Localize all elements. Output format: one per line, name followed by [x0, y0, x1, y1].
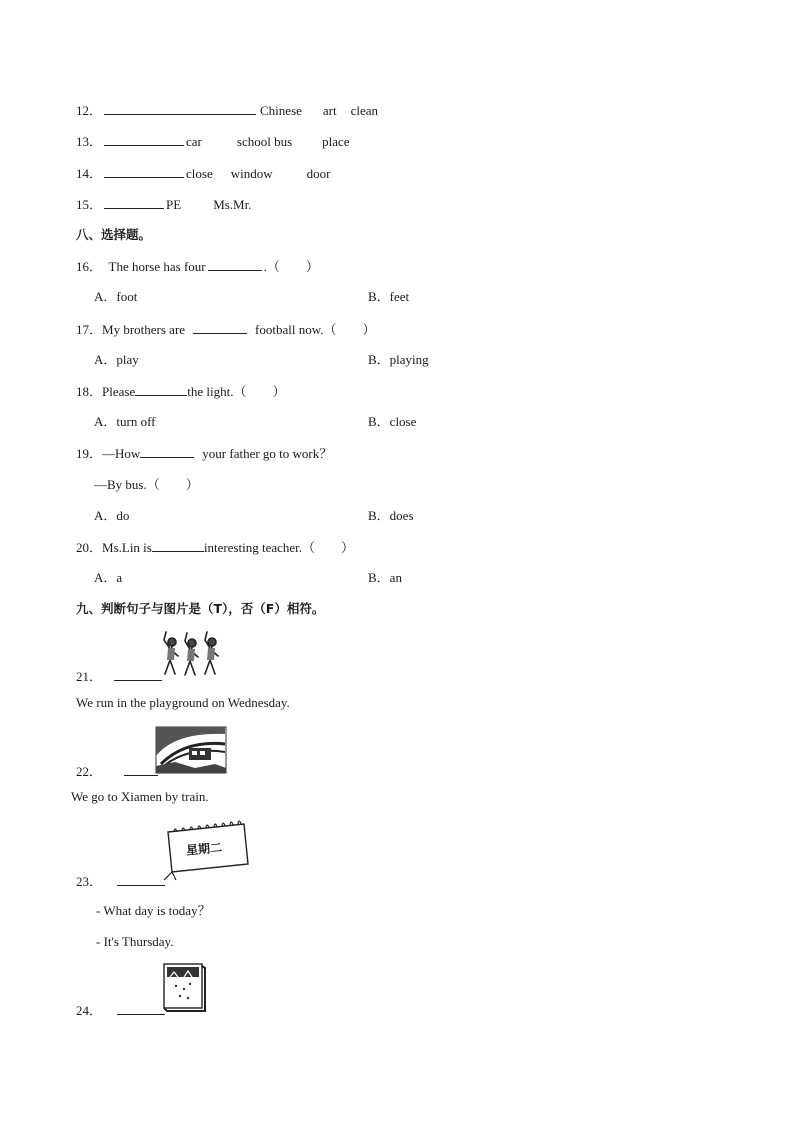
fill-item-13 — [76, 132, 350, 151]
item-number: 23． — [76, 874, 103, 889]
answer-blank[interactable] — [124, 762, 158, 776]
answer-blank[interactable] — [135, 382, 187, 396]
tf-sentence-21: We run in the playground on Wednesday. — [76, 695, 290, 710]
question-text: football now.（ ） — [255, 322, 376, 337]
option-b[interactable]: B．playing — [368, 352, 429, 367]
item-number: 15． — [76, 197, 103, 212]
answer-blank[interactable] — [193, 320, 247, 334]
fill-item-15 — [76, 195, 251, 214]
dialogue-line-2: - It's Thursday. — [96, 934, 174, 949]
option-b[interactable]: B．close — [368, 414, 417, 429]
answer-blank[interactable] — [208, 257, 262, 271]
word-option: school bus — [236, 134, 293, 149]
option-a[interactable]: A．do — [94, 508, 130, 523]
tf-sentence-22: We go to Xiamen by train. — [71, 789, 209, 804]
option-b[interactable]: B．an — [368, 570, 402, 585]
option-b[interactable]: B．feet — [368, 289, 410, 304]
word-option: window — [230, 166, 273, 181]
answer-blank[interactable] — [152, 538, 204, 552]
train-image — [155, 726, 227, 774]
word-option: clean — [350, 103, 379, 118]
question-text: interesting teacher.（ ） — [203, 540, 355, 555]
item-number: 13． — [76, 134, 103, 149]
question-text: —How — [102, 446, 141, 461]
word-option: art — [322, 103, 337, 118]
option-a[interactable]: A．play — [94, 352, 139, 367]
tf-item-22 — [76, 762, 160, 781]
word-option: Chinese — [260, 103, 302, 118]
answer-blank[interactable] — [104, 164, 184, 178]
answer-blank[interactable] — [117, 1001, 165, 1015]
answer-blank[interactable] — [140, 444, 194, 458]
question-text: the light.（ ） — [187, 384, 286, 399]
question-text: your father go to work？ — [202, 446, 333, 461]
word-option: car — [186, 134, 202, 149]
question-text: Ms.Lin is — [102, 540, 152, 555]
item-number: 24． — [76, 1003, 103, 1018]
dialogue-line-1: - What day is today？ — [96, 903, 211, 918]
word-option: place — [322, 134, 350, 149]
question-18 — [76, 382, 285, 401]
answer-blank[interactable] — [104, 195, 164, 209]
item-number: 18． — [76, 384, 103, 399]
question-17 — [76, 320, 376, 339]
question-19 — [76, 444, 332, 463]
answer-blank[interactable] — [104, 101, 256, 115]
question-19-line2: —By bus.（ ） — [94, 477, 199, 492]
item-number: 19． — [76, 446, 103, 461]
item-number: 17． — [76, 322, 103, 337]
section-heading-8: 八、选择题。 — [76, 227, 152, 242]
item-number: 21． — [76, 669, 103, 684]
fill-item-12 — [76, 101, 378, 120]
answer-blank[interactable] — [117, 872, 165, 886]
tf-item-23 — [76, 872, 167, 891]
item-number: 14． — [76, 166, 103, 181]
tf-item-21 — [76, 667, 164, 686]
word-option: PE — [166, 197, 182, 212]
calendar-day-text: 星期二 — [185, 840, 223, 858]
question-text: The horse has four — [108, 259, 206, 274]
fill-item-14 — [76, 164, 330, 183]
section-heading-9: 九、判断句子与图片是（T），否（F）相符。 — [76, 601, 325, 616]
picture-card-image — [162, 962, 206, 1012]
word-option: Ms.Mr. — [213, 197, 252, 212]
question-text: .（ ） — [263, 259, 319, 274]
option-b[interactable]: B．does — [368, 508, 414, 523]
tf-item-24 — [76, 1001, 167, 1020]
question-20 — [76, 538, 354, 557]
option-a[interactable]: A．turn off — [94, 414, 156, 429]
calendar-image — [160, 820, 250, 882]
word-option: close — [186, 166, 213, 181]
item-number: 20． — [76, 540, 103, 555]
question-text: Please — [102, 384, 136, 399]
answer-blank[interactable] — [104, 132, 184, 146]
running-children-image — [160, 628, 228, 678]
answer-blank[interactable] — [114, 667, 162, 681]
question-16 — [76, 257, 319, 276]
item-number: 22． — [76, 764, 103, 779]
option-a[interactable]: A．foot — [94, 289, 138, 304]
word-option: door — [306, 166, 331, 181]
item-number: 12． — [76, 103, 103, 118]
option-a[interactable]: A．a — [94, 570, 123, 585]
item-number: 16． — [76, 259, 103, 274]
question-text: My brothers are — [102, 322, 186, 337]
